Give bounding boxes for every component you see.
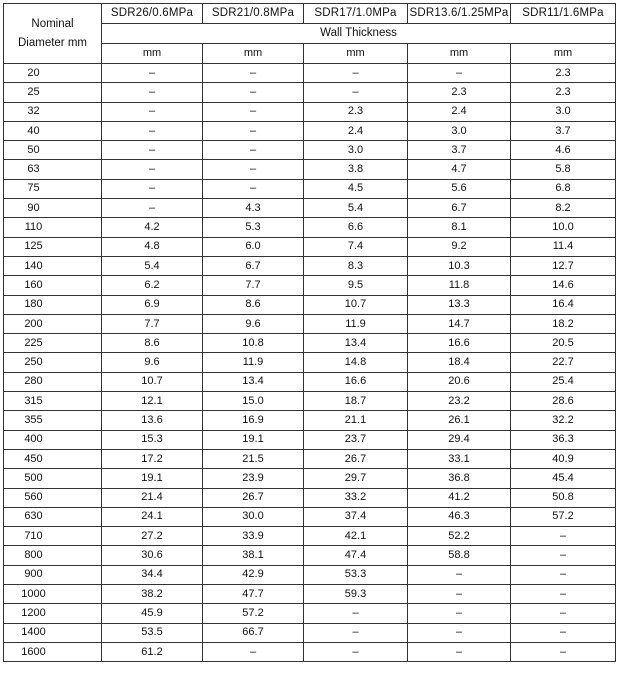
wall-thickness-cell: 34.4 [102,565,203,584]
wall-thickness-cell: 29.4 [408,430,511,449]
wall-thickness-cell: 4.3 [203,199,304,218]
table-row [4,469,616,488]
wall-thickness-cell: 10.8 [203,334,304,353]
wall-thickness-cell: 6.7 [408,199,511,218]
wall-thickness-cell: 25.4 [511,372,616,391]
wall-thickness-cell: 29.7 [304,469,408,488]
nominal-diameter-cell: 1600 [4,642,102,661]
wall-thickness-cell: 10.0 [511,218,616,237]
unit-header: mm [102,44,203,64]
column-header-sdr21: SDR21/0.8MPa [203,4,304,24]
nominal-diameter-cell: 450 [4,449,102,468]
wall-thickness-cell: 13.6 [102,411,203,430]
column-header-sdr26: SDR26/0.6MPa [102,4,203,24]
table-row [4,642,616,661]
wall-thickness-cell: 50.8 [511,488,616,507]
wall-thickness-cell: 46.3 [408,507,511,526]
table-row [4,141,616,160]
table-row [4,449,616,468]
wall-thickness-cell: 57.2 [511,507,616,526]
wall-thickness-cell: 10.7 [102,372,203,391]
wall-thickness-cell: 6.7 [203,256,304,275]
wall-thickness-cell: 11.9 [203,353,304,372]
wall-thickness-cell: 42.9 [203,565,304,584]
nominal-diameter-cell: 900 [4,565,102,584]
table-row [4,488,616,507]
wall-thickness-cell: 3.7 [408,141,511,160]
wall-thickness-cell: 20.6 [408,372,511,391]
table-row [4,411,616,430]
nominal-diameter-cell: 630 [4,507,102,526]
wall-thickness-cell: – [203,642,304,661]
header-row-sdr [4,4,616,24]
wall-thickness-cell: 11.9 [304,314,408,333]
wall-thickness-cell: 21.1 [304,411,408,430]
table-header [4,4,616,64]
wall-thickness-cell: – [102,64,203,83]
wall-thickness-cell: 2.3 [408,83,511,102]
table-row [4,314,616,333]
table-body [4,64,616,662]
wall-thickness-cell: – [408,585,511,604]
wall-thickness-cell: 21.4 [102,488,203,507]
wall-thickness-cell: 11.8 [408,276,511,295]
wall-thickness-cell: 3.0 [304,141,408,160]
wall-thickness-cell: 24.1 [102,507,203,526]
wall-thickness-cell: 33.1 [408,449,511,468]
wall-thickness-cell: – [408,642,511,661]
nominal-diameter-cell: 400 [4,430,102,449]
wall-thickness-cell: 2.3 [511,83,616,102]
nominal-diameter-cell: 280 [4,372,102,391]
wall-thickness-cell: 8.6 [102,334,203,353]
wall-thickness-cell: – [304,623,408,642]
wall-thickness-cell: – [511,585,616,604]
wall-thickness-cell: 3.0 [511,102,616,121]
nominal-diameter-header [4,4,102,64]
wall-thickness-cell: 16.4 [511,295,616,314]
column-header-sdr17: SDR17/1.0MPa [304,4,408,24]
nominal-diameter-cell: 140 [4,256,102,275]
table-row [4,276,616,295]
table-row [4,334,616,353]
wall-thickness-cell: 47.4 [304,546,408,565]
wall-thickness-cell: – [203,160,304,179]
wall-thickness-cell: 22.7 [511,353,616,372]
wall-thickness-cell: 16.9 [203,411,304,430]
table-row [4,604,616,623]
wall-thickness-table [3,3,616,662]
wall-thickness-cell: 26.7 [203,488,304,507]
nominal-diameter-cell: 1200 [4,604,102,623]
wall-thickness-cell: 4.8 [102,237,203,256]
wall-thickness-cell: 19.1 [102,469,203,488]
nominal-diameter-cell: 50 [4,141,102,160]
wall-thickness-cell: – [102,160,203,179]
nominal-diameter-cell: 1400 [4,623,102,642]
unit-header: mm [511,44,616,64]
table-row [4,392,616,411]
wall-thickness-cell: 53.3 [304,565,408,584]
wall-thickness-cell: 19.1 [203,430,304,449]
wall-thickness-cell: – [102,121,203,140]
wall-thickness-cell: – [408,565,511,584]
table-row [4,546,616,565]
wall-thickness-cell: – [203,121,304,140]
table-row [4,64,616,83]
wall-thickness-table-container [3,3,616,662]
wall-thickness-cell: – [511,623,616,642]
wall-thickness-cell: 12.1 [102,392,203,411]
nominal-diameter-cell: 225 [4,334,102,353]
wall-thickness-cell: 41.2 [408,488,511,507]
nominal-diameter-cell: 355 [4,411,102,430]
wall-thickness-cell: 8.6 [203,295,304,314]
wall-thickness-cell: 38.1 [203,546,304,565]
wall-thickness-cell: – [408,64,511,83]
wall-thickness-cell: 7.7 [203,276,304,295]
table-row [4,585,616,604]
wall-thickness-cell: – [511,527,616,546]
table-row [4,218,616,237]
wall-thickness-cell: 66.7 [203,623,304,642]
wall-thickness-cell: 2.4 [408,102,511,121]
wall-thickness-cell: – [203,64,304,83]
nominal-diameter-cell: 160 [4,276,102,295]
wall-thickness-cell: 6.6 [304,218,408,237]
table-row [4,565,616,584]
wall-thickness-cell: – [511,604,616,623]
wall-thickness-cell: 16.6 [408,334,511,353]
table-row [4,256,616,275]
wall-thickness-cell: 14.7 [408,314,511,333]
wall-thickness-cell: 4.2 [102,218,203,237]
wall-thickness-cell: 28.6 [511,392,616,411]
table-row [4,121,616,140]
wall-thickness-cell: 53.5 [102,623,203,642]
wall-thickness-cell: 7.7 [102,314,203,333]
wall-thickness-cell: 30.6 [102,546,203,565]
wall-thickness-cell: 18.4 [408,353,511,372]
wall-thickness-cell: 5.8 [511,160,616,179]
wall-thickness-cell: 36.8 [408,469,511,488]
wall-thickness-cell: 6.8 [511,179,616,198]
wall-thickness-cell: 4.7 [408,160,511,179]
wall-thickness-cell: 2.3 [304,102,408,121]
wall-thickness-cell: 3.0 [408,121,511,140]
nominal-diameter-cell: 200 [4,314,102,333]
nominal-diameter-cell: 32 [4,102,102,121]
wall-thickness-header: Wall Thickness [102,24,616,44]
wall-thickness-cell: 10.7 [304,295,408,314]
table-row [4,179,616,198]
nominal-diameter-cell: 40 [4,121,102,140]
wall-thickness-cell: 23.9 [203,469,304,488]
wall-thickness-cell: 11.4 [511,237,616,256]
wall-thickness-cell: 38.2 [102,585,203,604]
wall-thickness-cell: – [408,623,511,642]
wall-thickness-cell: 13.3 [408,295,511,314]
nominal-diameter-cell: 125 [4,237,102,256]
wall-thickness-cell: 18.2 [511,314,616,333]
wall-thickness-cell: 12.7 [511,256,616,275]
table-row [4,160,616,179]
wall-thickness-cell: 33.2 [304,488,408,507]
wall-thickness-cell: – [102,83,203,102]
wall-thickness-cell: 32.2 [511,411,616,430]
column-header-sdr11: SDR11/1.6MPa [511,4,616,24]
wall-thickness-cell: 45.9 [102,604,203,623]
table-row [4,102,616,121]
wall-thickness-cell: 8.3 [304,256,408,275]
nominal-diameter-cell: 315 [4,392,102,411]
wall-thickness-cell: 36.3 [511,430,616,449]
wall-thickness-cell: 52.2 [408,527,511,546]
unit-header: mm [203,44,304,64]
table-row [4,199,616,218]
nominal-diameter-cell: 180 [4,295,102,314]
wall-thickness-cell: – [203,141,304,160]
wall-thickness-cell: – [511,642,616,661]
wall-thickness-cell: – [511,565,616,584]
wall-thickness-cell: – [203,179,304,198]
nominal-diameter-cell: 250 [4,353,102,372]
wall-thickness-cell: 23.7 [304,430,408,449]
wall-thickness-cell: 33.9 [203,527,304,546]
wall-thickness-cell: 9.5 [304,276,408,295]
wall-thickness-cell: 3.7 [511,121,616,140]
wall-thickness-cell: 9.6 [102,353,203,372]
table-row [4,353,616,372]
wall-thickness-cell: – [102,102,203,121]
nominal-diameter-cell: 560 [4,488,102,507]
table-row [4,372,616,391]
wall-thickness-cell: 59.3 [304,585,408,604]
nominal-diameter-cell: 710 [4,527,102,546]
wall-thickness-cell: 8.2 [511,199,616,218]
wall-thickness-cell: 42.1 [304,527,408,546]
nominal-diameter-cell: 25 [4,83,102,102]
wall-thickness-cell: 14.6 [511,276,616,295]
wall-thickness-cell: 5.4 [102,256,203,275]
nominal-diameter-cell: 90 [4,199,102,218]
table-row [4,507,616,526]
wall-thickness-cell: – [203,83,304,102]
wall-thickness-cell: 37.4 [304,507,408,526]
wall-thickness-cell: 4.6 [511,141,616,160]
wall-thickness-cell: – [102,199,203,218]
wall-thickness-cell: 30.0 [203,507,304,526]
wall-thickness-cell: – [304,64,408,83]
wall-thickness-cell: 16.6 [304,372,408,391]
wall-thickness-cell: 2.4 [304,121,408,140]
wall-thickness-cell: – [304,642,408,661]
wall-thickness-cell: 23.2 [408,392,511,411]
wall-thickness-cell: 4.5 [304,179,408,198]
wall-thickness-cell: 45.4 [511,469,616,488]
unit-header: mm [304,44,408,64]
nominal-diameter-cell: 800 [4,546,102,565]
wall-thickness-cell: 9.2 [408,237,511,256]
wall-thickness-cell: – [304,83,408,102]
wall-thickness-cell: 13.4 [203,372,304,391]
wall-thickness-cell: 40.9 [511,449,616,468]
wall-thickness-cell: – [304,604,408,623]
table-row [4,623,616,642]
wall-thickness-cell: 18.7 [304,392,408,411]
wall-thickness-cell: 47.7 [203,585,304,604]
table-row [4,527,616,546]
wall-thickness-cell: 6.0 [203,237,304,256]
nominal-diameter-cell: 75 [4,179,102,198]
wall-thickness-cell: – [511,546,616,565]
wall-thickness-cell: 57.2 [203,604,304,623]
nominal-diameter-cell: 63 [4,160,102,179]
wall-thickness-cell: 3.8 [304,160,408,179]
wall-thickness-cell: – [102,141,203,160]
wall-thickness-cell: 7.4 [304,237,408,256]
wall-thickness-cell: – [203,102,304,121]
wall-thickness-cell: 21.5 [203,449,304,468]
nominal-diameter-cell: 1000 [4,585,102,604]
wall-thickness-cell: 26.1 [408,411,511,430]
wall-thickness-cell: 61.2 [102,642,203,661]
table-row [4,295,616,314]
unit-header: mm [408,44,511,64]
nominal-diameter-cell: 20 [4,64,102,83]
nominal-diameter-cell: 500 [4,469,102,488]
wall-thickness-cell: 6.2 [102,276,203,295]
wall-thickness-cell: 26.7 [304,449,408,468]
wall-thickness-cell: 15.0 [203,392,304,411]
wall-thickness-cell: 13.4 [304,334,408,353]
wall-thickness-cell: 10.3 [408,256,511,275]
column-header-sdr13-6: SDR13.6/1.25MPa [408,4,511,24]
wall-thickness-cell: 8.1 [408,218,511,237]
nominal-diameter-cell: 110 [4,218,102,237]
wall-thickness-cell: 5.4 [304,199,408,218]
wall-thickness-cell: 5.6 [408,179,511,198]
wall-thickness-cell: 17.2 [102,449,203,468]
wall-thickness-cell: 15.3 [102,430,203,449]
table-row [4,430,616,449]
wall-thickness-cell: 58.8 [408,546,511,565]
wall-thickness-cell: 6.9 [102,295,203,314]
wall-thickness-cell: – [102,179,203,198]
wall-thickness-cell: – [408,604,511,623]
wall-thickness-cell: 27.2 [102,527,203,546]
table-row [4,83,616,102]
wall-thickness-cell: 5.3 [203,218,304,237]
wall-thickness-cell: 9.6 [203,314,304,333]
wall-thickness-cell: 2.3 [511,64,616,83]
nominal-header-line1: Nominal [31,17,74,30]
wall-thickness-cell: 20.5 [511,334,616,353]
nominal-header-line2: Diameter mm [17,36,87,49]
table-row [4,237,616,256]
wall-thickness-cell: 14.8 [304,353,408,372]
